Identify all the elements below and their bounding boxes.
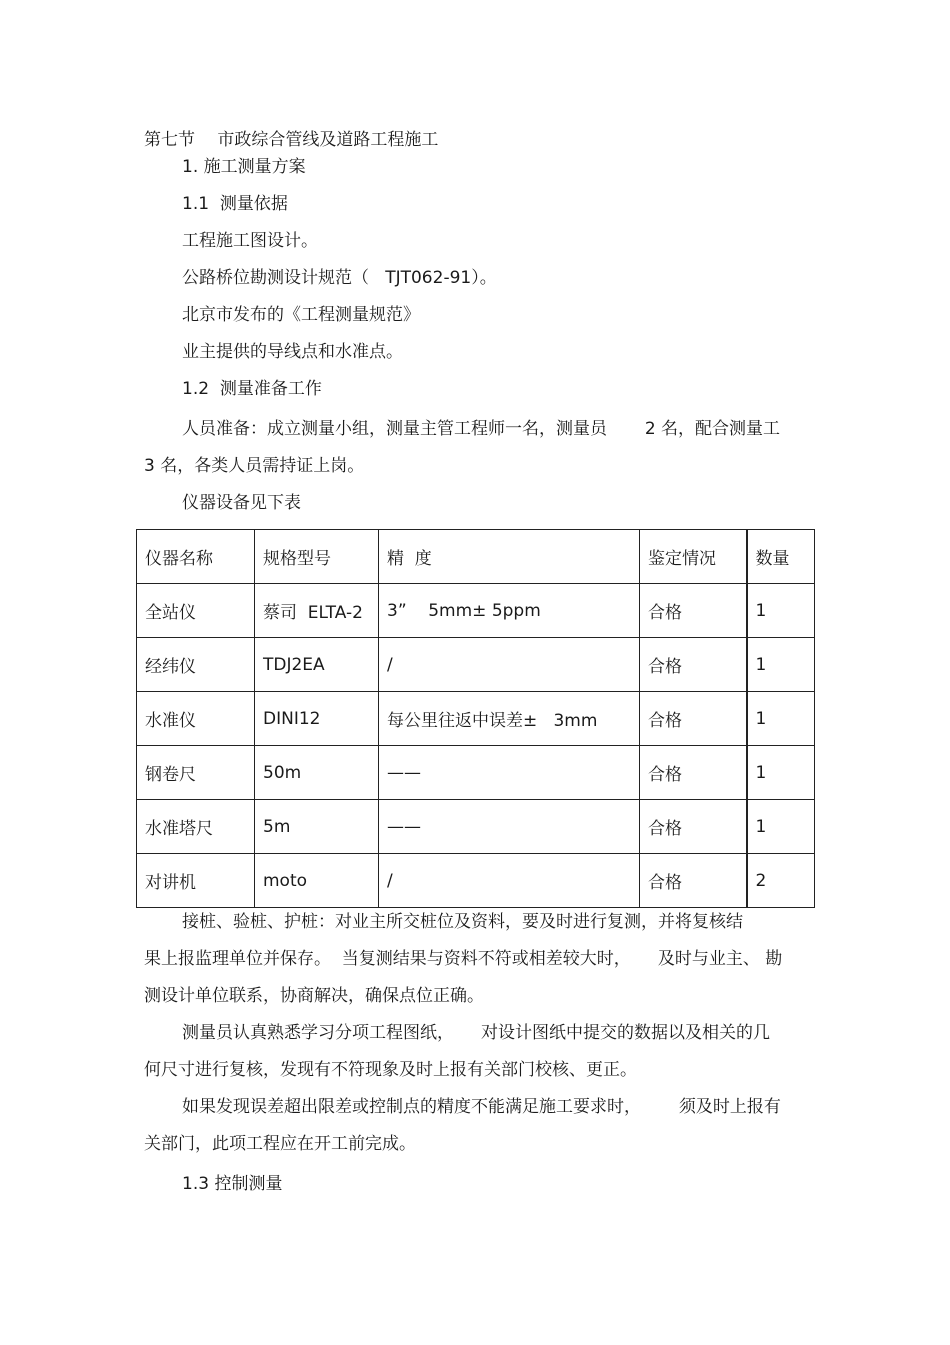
paragraph-2-line-1: 测量员认真熟悉学习分项工程图纸， 对设计图纸中提交的数据以及相关的几 — [182, 1023, 771, 1043]
cell-model: 50m — [255, 746, 379, 800]
cell-precision: 每公里往返中误差± 3mm — [379, 692, 640, 746]
cell-inspection: 合格 — [640, 584, 747, 638]
cell-precision: / — [379, 854, 640, 908]
table-row — [137, 584, 815, 638]
cell-model: 蔡司 ELTA-2 — [255, 584, 379, 638]
cell-quantity: 1 — [747, 584, 815, 638]
staff-paragraph-line-2: 3 名，各类人员需持证上岗。 — [144, 456, 365, 476]
cell-name: 水准塔尺 — [137, 800, 255, 854]
cell-name: 经纬仪 — [137, 638, 255, 692]
cell-model: DINI12 — [255, 692, 379, 746]
cell-quantity: 1 — [747, 692, 815, 746]
header-cell-quantity: 数量 — [747, 530, 815, 584]
table-row — [137, 692, 815, 746]
cell-inspection: 合格 — [640, 746, 747, 800]
basis-item-3: 北京市发布的《工程测量规范》 — [182, 305, 420, 325]
heading-1-2: 1.2 测量准备工作 — [182, 379, 322, 399]
paragraph-3-line-2: 关部门，此项工程应在开工前完成。 — [144, 1134, 416, 1154]
cell-quantity: 1 — [747, 800, 815, 854]
paragraph-1-line-1: 接桩、验桩、护桩：对业主所交桩位及资料，要及时进行复测，并将复核结 — [182, 912, 743, 932]
header-cell-name: 仪器名称 — [137, 530, 255, 584]
cell-quantity: 2 — [747, 854, 815, 908]
cell-precision: / — [379, 638, 640, 692]
basis-item-2: 公路桥位勘测设计规范（ TJT062-91）。 — [182, 268, 497, 288]
cell-inspection: 合格 — [640, 638, 747, 692]
equipment-table — [136, 529, 815, 908]
cell-name: 对讲机 — [137, 854, 255, 908]
equipment-intro: 仪器设备见下表 — [182, 493, 301, 513]
cell-inspection: 合格 — [640, 800, 747, 854]
table-row — [137, 746, 815, 800]
header-cell-model: 规格型号 — [255, 530, 379, 584]
heading-1: 1. 施工测量方案 — [182, 157, 306, 177]
header-cell-precision: 精 度 — [379, 530, 640, 584]
cell-name: 钢卷尺 — [137, 746, 255, 800]
basis-item-4: 业主提供的导线点和水准点。 — [182, 342, 403, 362]
table-row — [137, 638, 815, 692]
paragraph-1-line-3: 测设计单位联系，协商解决，确保点位正确。 — [144, 986, 484, 1006]
cell-quantity: 1 — [747, 746, 815, 800]
header-cell-inspection: 鉴定情况 — [640, 530, 747, 584]
table-row — [137, 854, 815, 908]
heading-1-3: 1.3 控制测量 — [182, 1174, 283, 1194]
cell-precision: —— — [379, 800, 640, 854]
cell-inspection: 合格 — [640, 854, 747, 908]
basis-item-1: 工程施工图设计。 — [182, 231, 318, 251]
cell-model: 5m — [255, 800, 379, 854]
heading-1-1: 1.1 测量依据 — [182, 194, 288, 214]
paragraph-1-line-2: 果上报监理单位并保存。 当复测结果与资料不符或相差较大时， 及时与业主、 勘 — [144, 949, 783, 969]
section-title: 第七节 市政综合管线及道路工程施工 — [144, 130, 439, 150]
table-header-row — [137, 530, 815, 584]
cell-inspection: 合格 — [640, 692, 747, 746]
paragraph-3-line-1: 如果发现误差超出限差或控制点的精度不能满足施工要求时， 须及时上报有 — [182, 1097, 781, 1117]
cell-name: 全站仪 — [137, 584, 255, 638]
cell-name: 水准仪 — [137, 692, 255, 746]
cell-precision: 3” 5mm± 5ppm — [379, 584, 640, 638]
cell-precision: —— — [379, 746, 640, 800]
cell-model: moto — [255, 854, 379, 908]
table-row — [137, 800, 815, 854]
cell-model: TDJ2EA — [255, 638, 379, 692]
paragraph-2-line-2: 何尺寸进行复核，发现有不符现象及时上报有关部门校核、更正。 — [144, 1060, 637, 1080]
cell-quantity: 1 — [747, 638, 815, 692]
staff-paragraph-line-1: 人员准备：成立测量小组，测量主管工程师一名，测量员 2 名，配合测量工 — [182, 419, 781, 439]
